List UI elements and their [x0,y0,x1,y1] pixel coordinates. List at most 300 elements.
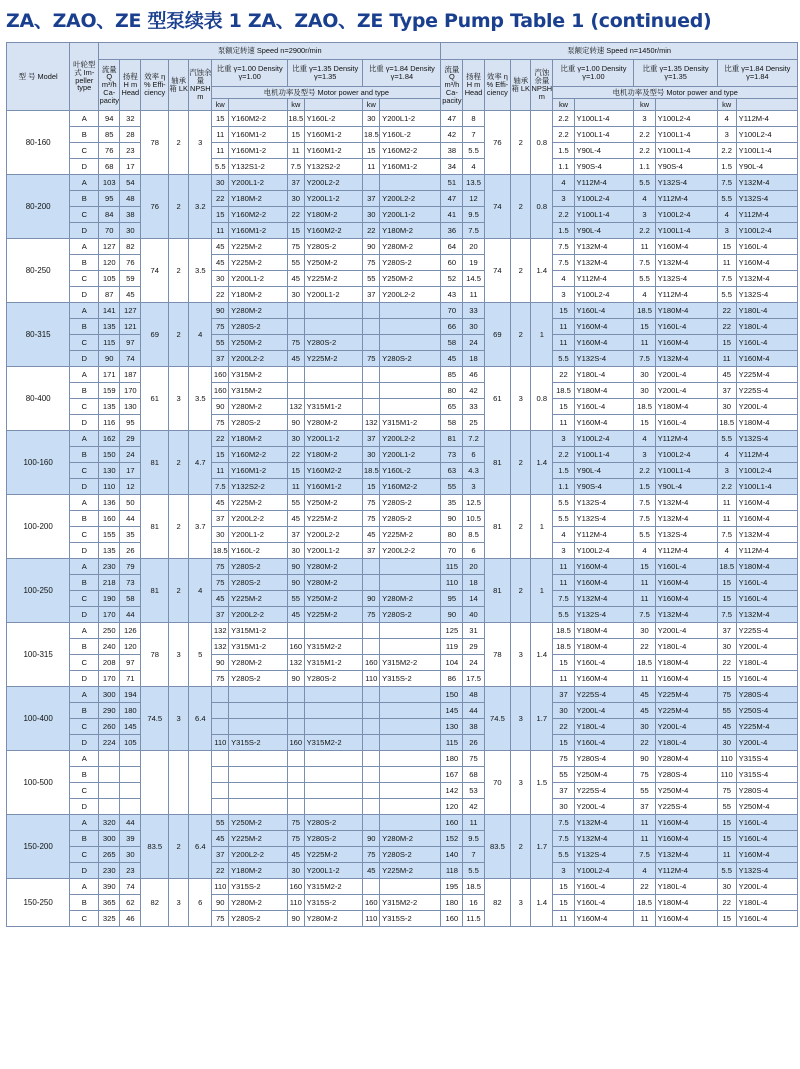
head-cell: 74 [120,351,141,367]
efficiency-cell: 81 [484,495,511,559]
npsh-cell: 0.8 [531,367,553,431]
capacity-cell: 115 [441,735,463,751]
head-cell: 33 [463,399,484,415]
motor-type-cell: Y112M-4 [574,271,634,287]
motor-type-cell: Y200L-4 [574,799,634,815]
motor-type-cell: Y180L-4 [736,303,797,319]
kw-cell: 2.2 [553,447,574,463]
table-row [7,783,798,799]
capacity-cell: 152 [441,831,463,847]
motor-type-cell: Y160L-4 [574,895,634,911]
motor-type-cell: Y250S-4 [736,703,797,719]
kw-cell: 30 [634,383,655,399]
motor-type-cell: Y112M-4 [655,431,717,447]
motor-type-cell: Y225M-2 [380,863,441,879]
kw-cell [287,687,304,703]
motor-type-cell [304,383,363,399]
capacity-cell: 160 [441,815,463,831]
head-cell: 30 [120,223,141,239]
motor-type-cell [304,687,363,703]
capacity-cell: 230 [99,559,120,575]
capacity-cell: 265 [99,847,120,863]
lk-cell: 2 [511,303,531,367]
motor-type-cell: Y100L1-4 [574,111,634,127]
head-cell: 42 [463,383,484,399]
motor-type-cell: Y132S-4 [736,191,797,207]
head-cell: 23 [120,143,141,159]
motor-type-cell: Y100L1-4 [574,447,634,463]
motor-type-cell: Y132M-4 [574,255,634,271]
motor-type-cell: Y225S-4 [574,687,634,703]
motor-type-cell: Y160L-2 [380,463,441,479]
page-title: ZA、ZAO、ZE 型泵续表 1 ZA、ZAO、ZE Type Pump Table 1 (continued) [6,10,712,32]
kw-cell: 22 [717,319,736,335]
kw-cell: 75 [363,351,380,367]
head-cell: 105 [120,735,141,751]
kw-cell: 22 [212,287,229,303]
motor-type-cell: Y280M-2 [304,415,363,431]
kw-cell: 45 [212,255,229,271]
impeller-cell: A [70,303,99,319]
kw-cell: 3 [634,207,655,223]
kw-cell: 132 [363,415,380,431]
motor-type-cell: Y90L-4 [736,159,797,175]
table-row [7,111,798,127]
header-npsh: 汽蚀余量 NPSH m [189,60,212,111]
table-row [7,303,798,319]
head-cell: 25 [463,415,484,431]
kw-cell: 75 [363,847,380,863]
motor-type-cell: Y200L-4 [736,879,797,895]
kw-cell: 45 [634,687,655,703]
motor-type-cell: Y132M-4 [655,847,717,863]
kw-cell: 1.5 [553,463,574,479]
motor-type-cell: Y132S2-2 [304,159,363,175]
capacity-cell: 66 [441,319,463,335]
capacity-cell: 142 [441,783,463,799]
motor-type-cell: Y100L2-4 [655,111,717,127]
impeller-cell: B [70,575,99,591]
head-cell: 24 [120,447,141,463]
head-cell [120,799,141,815]
impeller-cell: A [70,431,99,447]
npsh-cell: 4.7 [189,431,212,495]
kw-cell: 75 [287,815,304,831]
impeller-cell: B [70,511,99,527]
impeller-cell: A [70,623,99,639]
capacity-cell: 55 [441,479,463,495]
capacity-cell: 81 [441,431,463,447]
efficiency-cell: 81 [141,559,169,623]
capacity-cell: 38 [441,143,463,159]
motor-type-cell: Y280M-2 [229,655,288,671]
motor-type-cell: Y100L1-4 [736,479,797,495]
motor-type-cell [304,703,363,719]
model-cell: 100-500 [7,751,70,815]
head-cell: 13.5 [463,175,484,191]
table-row [7,767,798,783]
motor-type-cell: Y100L1-4 [655,127,717,143]
kw-cell: 22 [212,431,229,447]
header-density-2b: 比重 γ=1.35 Density γ=1.35 [634,60,717,87]
efficiency-cell: 78 [141,111,169,175]
kw-cell: 55 [553,767,574,783]
kw-cell: 15 [717,239,736,255]
capacity-cell: 60 [441,255,463,271]
kw-cell: 4 [634,287,655,303]
head-cell: 8 [463,111,484,127]
head-cell: 54 [120,175,141,191]
table-row [7,415,798,431]
capacity-cell: 127 [99,239,120,255]
motor-type-cell: Y160M-4 [574,319,634,335]
motor-type-cell: Y315S-2 [229,879,288,895]
lk-cell: 3 [169,367,189,431]
kw-cell: 15 [287,463,304,479]
motor-type-cell: Y315S-2 [304,895,363,911]
kw-cell: 15 [717,815,736,831]
capacity-cell: 105 [99,271,120,287]
kw-cell [363,399,380,415]
kw-cell: 90 [287,415,304,431]
kw-cell: 22 [717,303,736,319]
impeller-cell: B [70,895,99,911]
kw-cell: 1.5 [634,479,655,495]
table-row [7,815,798,831]
table-row [7,287,798,303]
pump-table [6,42,798,927]
motor-type-cell: Y132S-4 [574,847,634,863]
motor-type-cell: Y160L-2 [229,543,288,559]
kw-cell: 160 [287,735,304,751]
kw-cell: 11 [717,255,736,271]
kw-cell: 5.5 [553,607,574,623]
kw-cell: 22 [634,735,655,751]
motor-type-cell: Y112M-4 [655,543,717,559]
capacity-cell: 135 [99,399,120,415]
motor-type-cell: Y100L2-4 [655,207,717,223]
model-cell: 100-160 [7,431,70,495]
kw-cell: 5.5 [634,527,655,543]
table-row [7,127,798,143]
lk-cell: 2 [511,559,531,623]
kw-cell: 90 [363,831,380,847]
capacity-cell: 80 [441,527,463,543]
head-cell: 76 [120,255,141,271]
kw-cell: 90 [634,751,655,767]
motor-type-cell: Y225S-4 [574,783,634,799]
kw-cell [212,767,229,783]
motor-type-cell: Y132M-4 [655,511,717,527]
impeller-cell: C [70,399,99,415]
head-cell [120,767,141,783]
motor-type-cell: Y200L1-2 [380,207,441,223]
capacity-cell: 365 [99,895,120,911]
motor-type-cell: Y180L-4 [574,367,634,383]
capacity-cell: 58 [441,415,463,431]
header-kw: kw [212,99,229,111]
table-row [7,751,798,767]
motor-type-cell: Y225M-4 [655,703,717,719]
kw-cell: 30 [363,207,380,223]
table-row [7,495,798,511]
motor-type-cell [380,783,441,799]
kw-cell: 75 [363,511,380,527]
header-lk-2: 轴承箱 LK [511,60,531,111]
capacity-cell: 119 [441,639,463,655]
motor-type-cell: Y160M-4 [736,255,797,271]
motor-type-cell: Y180M-2 [229,863,288,879]
motor-type-cell: Y132S1-2 [229,159,288,175]
kw-cell: 30 [553,799,574,815]
kw-cell: 75 [212,575,229,591]
motor-type-cell: Y132M-4 [574,239,634,255]
motor-type-cell [380,687,441,703]
motor-type-cell [229,799,288,815]
kw-cell: 37 [363,543,380,559]
kw-cell: 15 [634,319,655,335]
efficiency-cell: 82 [141,879,169,927]
kw-cell: 7.5 [634,351,655,367]
lk-cell: 2 [169,815,189,879]
kw-cell: 15 [717,591,736,607]
head-cell: 9.5 [463,831,484,847]
head-cell: 75 [463,751,484,767]
impeller-cell: D [70,223,99,239]
motor-type-cell: Y160L-4 [736,575,797,591]
kw-cell: 75 [212,559,229,575]
motor-type-cell: Y280S-4 [736,783,797,799]
npsh-cell: 1.4 [531,431,553,495]
head-cell: 50 [120,495,141,511]
capacity-cell: 95 [99,191,120,207]
kw-cell: 15 [634,415,655,431]
header-motor-2: 电机功率及型号 Motor power and type [553,87,798,99]
motor-type-cell: Y132M-4 [574,831,634,847]
kw-cell: 45 [212,495,229,511]
npsh-cell: 1.4 [531,879,553,927]
capacity-cell [99,751,120,767]
motor-type-cell: Y280M-2 [304,559,363,575]
kw-cell [287,367,304,383]
motor-type-cell: Y280S-2 [304,671,363,687]
capacity-cell: 171 [99,367,120,383]
kw-cell: 11 [212,143,229,159]
pump-table-frame [6,42,798,1066]
motor-type-cell: Y200L-4 [736,399,797,415]
motor-type-cell: Y200L-4 [574,703,634,719]
kw-cell: 30 [634,719,655,735]
kw-cell: 3 [634,447,655,463]
motor-type-cell: Y200L1-2 [229,271,288,287]
motor-type-cell [304,719,363,735]
capacity-cell: 95 [441,591,463,607]
motor-type-cell: Y100L1-4 [655,143,717,159]
header-impeller: 叶轮型式 Im-peller type [70,43,99,111]
motor-type-cell: Y200L-4 [655,383,717,399]
kw-cell: 3 [717,463,736,479]
motor-type-cell: Y200L2-2 [229,607,288,623]
npsh-cell: 0.8 [531,175,553,239]
kw-cell: 22 [287,207,304,223]
motor-type-cell: Y280S-2 [380,607,441,623]
kw-cell: 45 [287,511,304,527]
kw-cell: 75 [212,319,229,335]
kw-cell: 11 [553,319,574,335]
motor-type-cell: Y132S-4 [574,351,634,367]
motor-type-cell [380,751,441,767]
motor-type-cell: Y315M1-2 [304,655,363,671]
head-cell: 35 [120,527,141,543]
motor-type-cell: Y160L-4 [574,879,634,895]
model-cell: 80-400 [7,367,70,431]
motor-type-cell [229,687,288,703]
head-cell: 71 [120,671,141,687]
kw-cell: 37 [553,687,574,703]
motor-type-cell: Y225M-4 [655,687,717,703]
head-cell: 170 [120,383,141,399]
head-cell: 38 [463,719,484,735]
kw-cell: 110 [717,767,736,783]
kw-cell: 45 [287,607,304,623]
table-row [7,895,798,911]
kw-cell [363,319,380,335]
npsh-cell: 3.2 [189,175,212,239]
kw-cell [363,367,380,383]
efficiency-cell: 82 [484,879,511,927]
table-row [7,175,798,191]
efficiency-cell: 76 [484,111,511,175]
motor-type-cell: Y112M-4 [574,175,634,191]
motor-type-cell: Y250M-2 [229,815,288,831]
kw-cell: 11 [287,143,304,159]
npsh-cell: 0.8 [531,111,553,175]
motor-type-cell: Y200L1-2 [229,175,288,191]
motor-type-cell [380,623,441,639]
kw-cell [287,383,304,399]
head-cell: 32 [120,111,141,127]
motor-type-cell: Y160M2-2 [304,223,363,239]
motor-type-cell: Y180M-4 [736,415,797,431]
kw-cell: 90 [363,239,380,255]
kw-cell: 22 [287,447,304,463]
kw-cell: 4 [634,191,655,207]
kw-cell: 37 [553,783,574,799]
kw-cell: 15 [212,447,229,463]
capacity-cell: 70 [441,543,463,559]
kw-cell: 30 [717,399,736,415]
kw-cell: 45 [287,271,304,287]
motor-type-cell: Y160M1-2 [229,223,288,239]
motor-type-cell: Y112M-4 [736,447,797,463]
kw-cell: 11 [634,911,655,927]
head-cell [120,751,141,767]
table-row [7,367,798,383]
motor-type-cell: Y315M1-2 [304,399,363,415]
table-row [7,463,798,479]
kw-cell: 2.2 [553,127,574,143]
kw-cell: 2.2 [634,223,655,239]
motor-type-cell: Y100L2-4 [736,127,797,143]
header-density-2: 比重 γ=1.35 Density γ=1.35 [287,60,363,87]
head-cell: 7 [463,847,484,863]
table-row [7,703,798,719]
lk-cell: 2 [511,175,531,239]
npsh-cell: 5 [189,623,212,687]
motor-type-cell: Y315M2-2 [304,735,363,751]
motor-type-cell: Y90L-4 [574,143,634,159]
kw-cell: 75 [287,239,304,255]
header-capacity-2: 流量 Q m³/h Ca-pacity [441,60,463,111]
table-row [7,799,798,815]
motor-type-cell: Y180M-4 [655,399,717,415]
header-density-3b: 比重 γ=1.84 Density γ=1.84 [717,60,797,87]
npsh-cell: 1.5 [531,751,553,815]
head-cell: 24 [463,335,484,351]
capacity-cell: 140 [441,847,463,863]
efficiency-cell: 76 [141,175,169,239]
motor-type-cell: Y160M-4 [655,335,717,351]
motor-type-cell: Y132M-4 [736,607,797,623]
lk-cell: 3 [511,687,531,751]
table-row [7,639,798,655]
motor-type-cell: Y132S-4 [574,511,634,527]
kw-cell: 55 [287,591,304,607]
motor-type-cell: Y160M2-2 [229,111,288,127]
kw-cell: 18.5 [553,383,574,399]
motor-type-cell: Y112M-4 [655,287,717,303]
motor-type-cell: Y100L2-4 [736,223,797,239]
motor-type-cell: Y112M-4 [736,111,797,127]
capacity-cell: 162 [99,431,120,447]
kw-cell: 15 [363,479,380,495]
lk-cell: 3 [169,879,189,927]
kw-cell: 11 [717,351,736,367]
capacity-cell: 90 [441,511,463,527]
lk-cell [169,751,189,815]
efficiency-cell: 81 [141,431,169,495]
table-row [7,719,798,735]
header-kw: kw [363,99,380,111]
kw-cell: 7.5 [717,175,736,191]
kw-cell: 110 [212,735,229,751]
motor-type-cell: Y180M-4 [736,559,797,575]
motor-type-cell [380,799,441,815]
kw-cell: 90 [287,671,304,687]
kw-cell: 75 [212,415,229,431]
kw-cell: 11 [212,223,229,239]
motor-type-cell: Y225M-2 [304,847,363,863]
motor-type-cell: Y315S-2 [380,671,441,687]
motor-type-cell: Y315M2-2 [380,655,441,671]
motor-type-cell: Y200L-4 [736,735,797,751]
motor-type-cell: Y160M1-2 [304,479,363,495]
lk-cell: 2 [511,815,531,879]
kw-cell [287,767,304,783]
motor-type-cell: Y225M-4 [736,367,797,383]
table-row [7,383,798,399]
capacity-cell: 87 [99,287,120,303]
motor-type-cell: Y160M2-2 [229,207,288,223]
motor-type-cell: Y225M-2 [229,591,288,607]
efficiency-cell: 61 [484,367,511,431]
impeller-cell: A [70,815,99,831]
motor-type-cell [304,303,363,319]
motor-type-cell: Y200L-4 [736,639,797,655]
motor-type-cell: Y315M2-2 [380,895,441,911]
motor-type-cell: Y180L-4 [655,735,717,751]
motor-type-cell [380,303,441,319]
